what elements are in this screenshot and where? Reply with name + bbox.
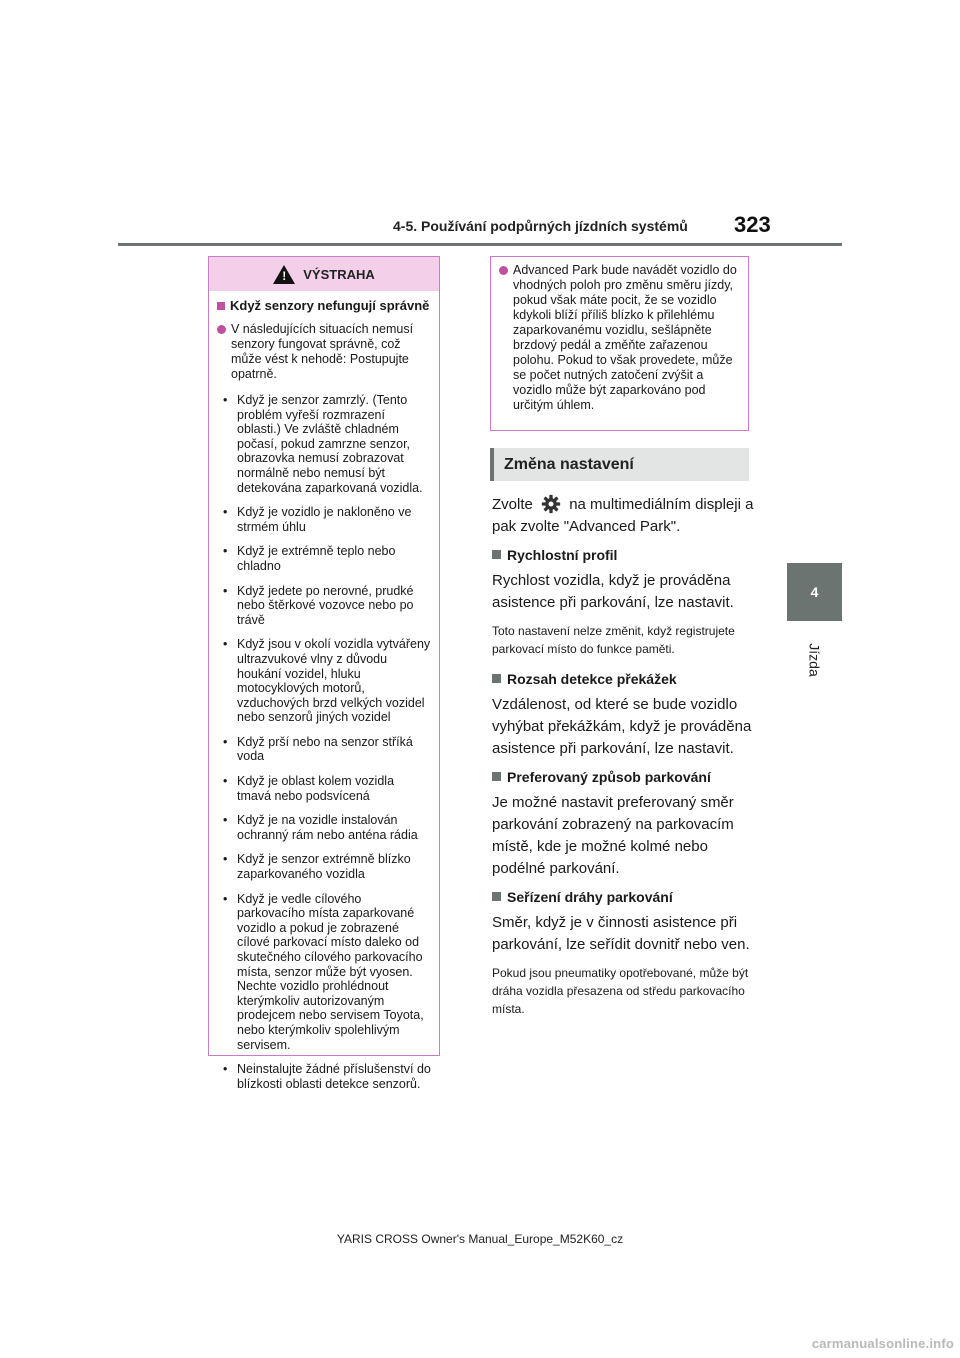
warning-continued — [499, 263, 740, 413]
warning-subheading-text: Když senzory nefungují správně — [230, 298, 430, 313]
subsection-body: Vzdálenost, od které se bude vozidlo vyhýbat překážkám, když je prováděna asistence při parkování, lze nastavit. — [492, 696, 752, 757]
subsection-note: Pokud jsou pneumatiky opotřebované, může být dráha vozidla přesazena od středu parkovacího místa. — [492, 966, 749, 1016]
square-bullet-icon — [492, 772, 501, 781]
list-item: • Když je oblast kolem vozidla tmavá nebo podsvícená — [217, 774, 431, 803]
square-bullet-icon — [217, 302, 225, 310]
chapter-label-text: Jízda — [807, 643, 823, 677]
list-item: • Když je extrémně teplo nebo chladno — [217, 544, 431, 573]
section-title: 4-5. Používání podpůrných jízdních systémů — [393, 218, 688, 234]
list-item: • Když prší nebo na senzor stříká voda — [217, 735, 431, 764]
warning-continued-text: Advanced Park bude navádět vozidlo do vhodných poloh pro změnu směru jízdy, pokud však máte pocit, že se vozidlo kdykoli blíží příliš blízko k přilehlému zaparkovanému vozidlu, sešlápněte brzdový pedál a změňte zařazenou polohu. Pokud to však provedete, může se počet nutných zatočení zvýšit a vozidlo může být zaparkováno pod určitým úhlem. — [513, 263, 737, 412]
list-item: • Když je senzor zamrzlý. (Tento problém vyřeší rozmrazení oblasti.) Ve zvláště chladném počasí, pokud zamrzne senzor, obrazovka nemusí zobrazovat normálně nebo nemusí být detekována zaparkovaná vozidla. — [217, 393, 431, 495]
warning-body — [209, 291, 439, 1091]
subsection-body: Je možné nastavit preferovaný směr parkování zobrazený na parkovacím místě, kde je možné kolmé nebo podélné parkování. — [492, 794, 734, 877]
watermark: carmanualsonline.info — [811, 1336, 954, 1351]
circle-bullet-icon — [499, 266, 508, 275]
warning-box — [208, 256, 440, 1091]
page-number: 323 — [734, 212, 771, 237]
subsection-heading — [492, 546, 754, 564]
square-bullet-icon — [492, 892, 501, 901]
list-item: • Když jsou v okolí vozidla vytvářeny ultrazvukové vlny z důvodu houkání vozidel, hluku motocyklových motorů, vzduchových brzd velkých vozidel nebo senzorů jiných vozidel — [217, 637, 431, 725]
list-item: • Když je vozidlo je nakloněno ve strmém úhlu — [217, 505, 431, 534]
warning-title: VÝSTRAHA — [303, 266, 375, 282]
subsection-body: Rychlost vozidla, když je prováděna asistence při parkování, lze nastavit. — [492, 572, 734, 611]
chapter-label — [790, 630, 840, 690]
warning-header — [209, 257, 439, 291]
subsection-heading — [492, 768, 754, 786]
warning-subheading — [217, 298, 431, 314]
intro-before: Zvolte — [492, 496, 533, 513]
warning-intro — [217, 322, 431, 382]
subsection-note: Toto nastavení nelze změnit, když registrujete parkovací místo do funkce paměti. — [492, 624, 735, 656]
settings-column — [492, 494, 754, 1030]
list-item: • Když jedete po nerovné, prudké nebo štěrkové vozovce nebo po trávě — [217, 584, 431, 628]
header-divider — [118, 243, 842, 246]
subsection-heading — [492, 888, 754, 906]
warning-list — [217, 393, 431, 1091]
warning-continued-box — [490, 256, 749, 431]
square-bullet-icon — [492, 674, 501, 683]
list-item: • Když je vedle cílového parkovacího místa zaparkované vozidlo a pokud je zobrazené cílové parkovací místo daleko od skutečného cílového parkovacího místa, senzor může být vyosen. Nechte vozidlo prohlédnout kterýmkoliv autorizovaným prodejcem nebo servisem Toyota, nebo kterýmkoliv spolehlivým servisem. — [217, 892, 431, 1053]
circle-bullet-icon — [217, 325, 226, 334]
subsection-title: Rozsah detekce překážek — [507, 671, 677, 687]
subsection-body: Směr, když je v činnosti asistence při parkování, lze seřídit dovnitř nebo ven. — [492, 914, 750, 953]
subsection-heading — [492, 670, 754, 688]
square-bullet-icon — [492, 550, 501, 559]
list-item: • Když je na vozidle instalován ochranný rám nebo anténa rádia — [217, 813, 431, 842]
footer-text: YARIS CROSS Owner's Manual_Europe_M52K60_cz — [336, 1232, 624, 1246]
intro-after: na multimediálním displeji a pak zvolte "Advanced Park". — [492, 496, 754, 535]
chapter-tab: 4 — [787, 563, 842, 621]
subsection-title: Preferovaný způsob parkování — [507, 769, 711, 785]
warning-intro-text: V následujících situacích nemusí senzory fungovat správně, což může vést k nehodě: Postupujte opatrně. — [231, 322, 414, 381]
settings-intro — [492, 494, 754, 538]
section-heading: Změna nastavení — [490, 448, 749, 481]
warning-triangle-icon — [273, 265, 295, 284]
list-item: • Když je senzor extrémně blízko zaparkovaného vozidla — [217, 852, 431, 881]
gear-icon — [541, 494, 561, 514]
list-item: • Neinstalujte žádné příslušenství do blízkosti oblasti detekce senzorů. — [217, 1062, 431, 1091]
subsection-title: Rychlostní profil — [507, 547, 618, 563]
subsection-title: Seřízení dráhy parkování — [507, 889, 673, 905]
